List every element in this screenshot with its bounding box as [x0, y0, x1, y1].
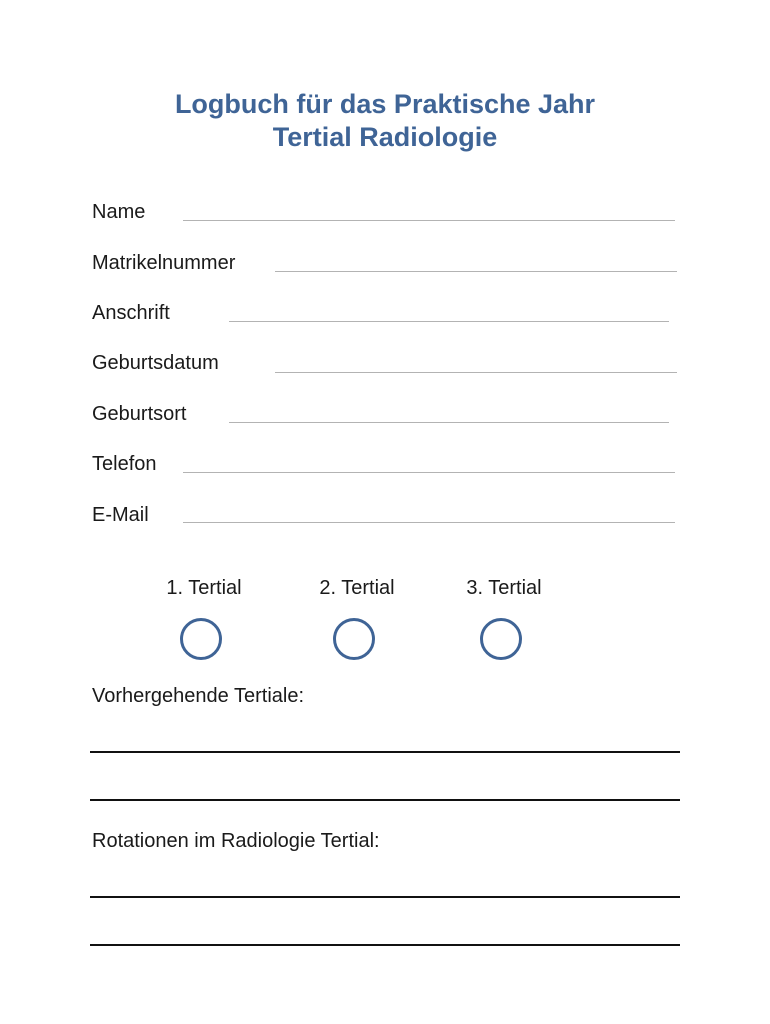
- tertial-2-radio[interactable]: [333, 618, 375, 660]
- email-label: E-Mail: [92, 504, 149, 526]
- tertial-3-radio[interactable]: [480, 618, 522, 660]
- previous-tertials-label: Vorhergehende Tertiale:: [92, 685, 305, 707]
- anschrift-field[interactable]: [229, 321, 669, 322]
- geburtsort-label: Geburtsort: [92, 403, 187, 425]
- page-subtitle: Tertial Radiologie: [272, 122, 498, 152]
- geburtsdatum-label: Geburtsdatum: [92, 352, 219, 374]
- matrikelnummer-label: Matrikelnummer: [92, 252, 236, 274]
- anschrift-label: Anschrift: [92, 302, 170, 324]
- rotations-line-1[interactable]: [90, 896, 680, 898]
- geburtsort-field[interactable]: [229, 422, 669, 423]
- matrikelnummer-field[interactable]: [275, 271, 677, 272]
- tertial-3-label: 3. Tertial: [466, 577, 542, 599]
- email-field[interactable]: [183, 522, 675, 523]
- rotations-line-2[interactable]: [90, 944, 680, 946]
- name-field[interactable]: [183, 220, 675, 221]
- previous-tertials-line-1[interactable]: [90, 751, 680, 753]
- tertial-1-label: 1. Tertial: [166, 577, 242, 599]
- tertial-2-label: 2. Tertial: [319, 577, 395, 599]
- telefon-field[interactable]: [183, 472, 675, 473]
- tertial-1-radio[interactable]: [180, 618, 222, 660]
- rotations-label: Rotationen im Radiologie Tertial:: [92, 830, 380, 852]
- page-title: Logbuch für das Praktische Jahr: [174, 89, 596, 119]
- previous-tertials-line-2[interactable]: [90, 799, 680, 801]
- geburtsdatum-field[interactable]: [275, 372, 677, 373]
- telefon-label: Telefon: [92, 453, 157, 475]
- name-label: Name: [92, 201, 146, 223]
